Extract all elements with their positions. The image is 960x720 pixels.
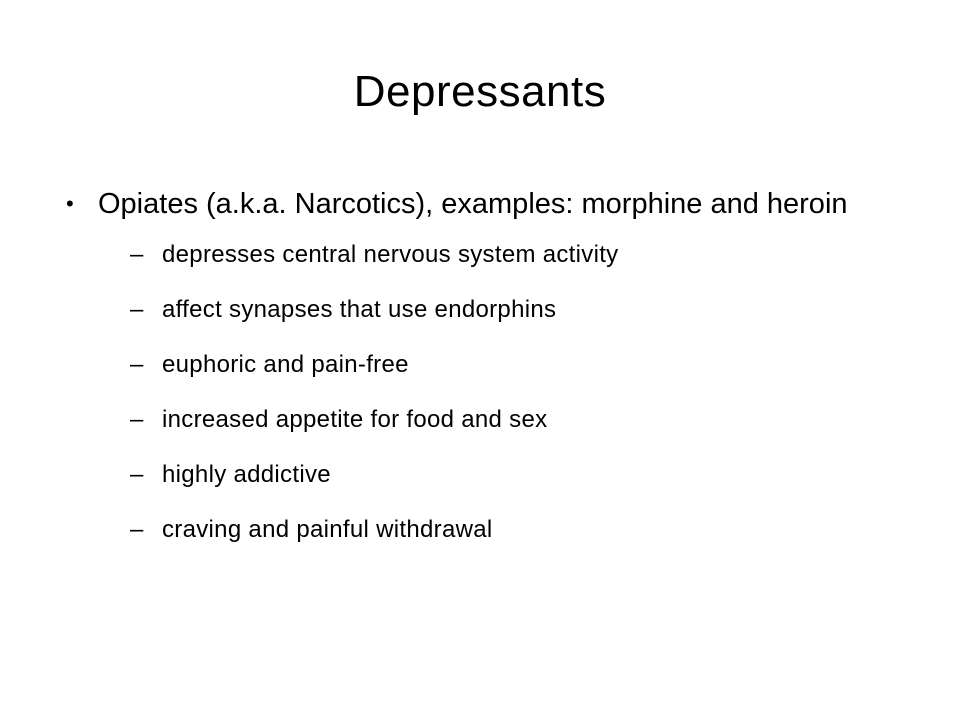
sub-bullet-text: highly addictive xyxy=(162,461,331,488)
sub-bullet-item xyxy=(130,293,906,327)
dash-icon: – xyxy=(130,351,144,378)
dash-icon: – xyxy=(130,296,144,323)
sub-bullet-text: increased appetite for food and sex xyxy=(162,406,548,433)
sub-bullet-list xyxy=(66,238,906,547)
bullet-dot-icon: • xyxy=(66,191,74,216)
sub-bullet-text: craving and painful withdrawal xyxy=(162,516,493,543)
sub-bullet-item xyxy=(130,458,906,492)
slide-content xyxy=(66,184,906,568)
sub-bullet-text: depresses central nervous system activity xyxy=(162,241,619,268)
sub-bullet-text: euphoric and pain-free xyxy=(162,351,409,378)
sub-bullet-item xyxy=(130,403,906,437)
sub-bullet-item xyxy=(130,348,906,382)
sub-bullet-item xyxy=(130,238,906,272)
dash-icon: – xyxy=(130,516,144,543)
bullet-text: Opiates (a.k.a. Narcotics), examples: morphine and heroin xyxy=(98,188,848,220)
dash-icon: – xyxy=(130,461,144,488)
bullet-item-opiates xyxy=(66,184,906,224)
dash-icon: – xyxy=(130,406,144,433)
slide-title: Depressants xyxy=(353,67,607,116)
sub-bullet-item xyxy=(130,513,906,547)
dash-icon: – xyxy=(130,241,144,268)
sub-bullet-text: affect synapses that use endorphins xyxy=(162,296,557,323)
